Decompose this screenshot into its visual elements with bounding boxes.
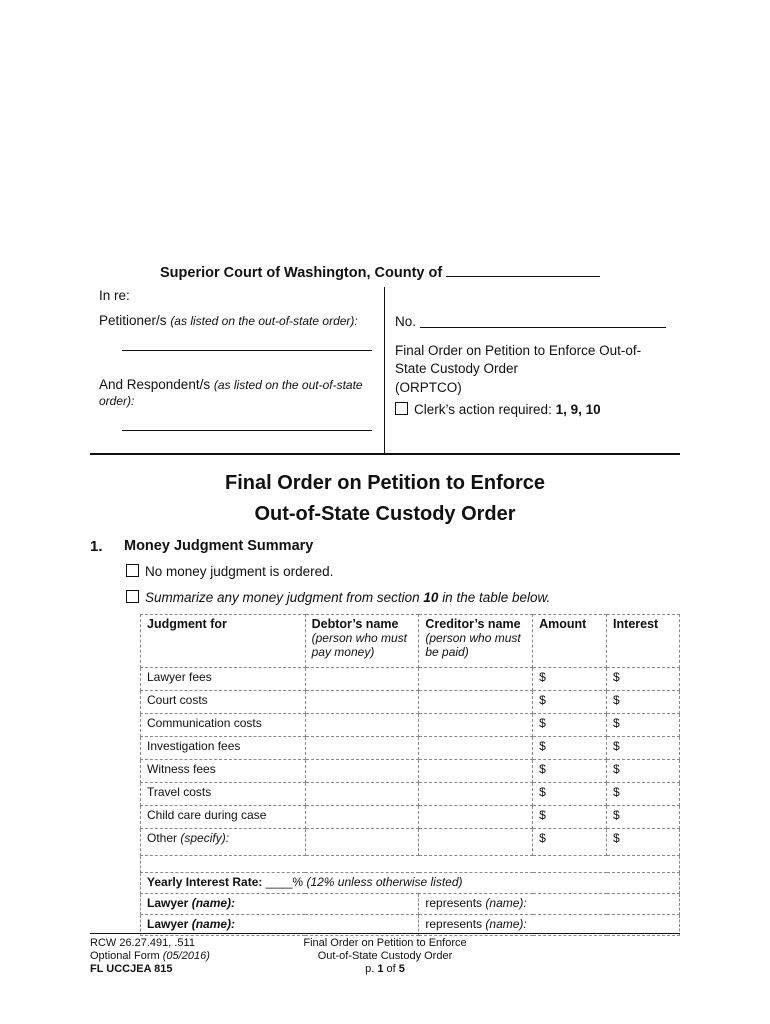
respondent-note: (as listed on the out-of-state order): [99,378,363,408]
debtor-cell[interactable] [305,760,419,783]
caption-bottom-rule [90,453,680,455]
spacer-row [141,856,680,873]
no-judgment-option [126,564,333,579]
clerk-action-label: Clerk’s action required: [414,402,552,417]
footer-center-line2: Out-of-State Custody Order [317,950,453,962]
interest-cell[interactable]: $ [607,760,680,783]
yearly-interest-blank[interactable]: ____% [265,875,304,889]
table-row [141,806,680,829]
header-debtor [305,615,419,668]
creditor-cell[interactable] [419,806,533,829]
interest-cell[interactable]: $ [607,737,680,760]
row-label: Investigation fees [141,737,306,760]
table-row [141,737,680,760]
debtor-cell[interactable] [305,714,419,737]
form-code: (ORPTCO) [395,380,462,395]
footer-center-line1: Final Order on Petition to Enforce [303,937,467,949]
row-label: Child care during case [141,806,306,829]
footer-page-num: 1 [377,963,384,975]
no-judgment-label: No money judgment is ordered. [145,564,334,579]
caption-divider [384,287,385,455]
money-judgment-table [140,614,680,936]
form-title-line1: Final Order on Petition to Enforce Out-of- [395,343,642,358]
amount-cell[interactable]: $ [533,737,607,760]
lawyer-name-label[interactable]: (name): [191,917,236,931]
clerk-action-sections: 1, 9, 10 [555,402,601,417]
row-label: Witness fees [141,760,306,783]
court-header [160,262,600,281]
other-label: Other [147,831,178,845]
respondent-label: And Respondent/s [99,377,211,392]
footer-optional-form: Optional Form (05/2016) [90,950,210,962]
clerk-action-row [395,402,601,417]
debtor-cell[interactable] [305,829,419,856]
amount-cell[interactable]: $ [533,806,607,829]
petitioner-label-row [99,313,358,328]
interest-cell[interactable]: $ [607,806,680,829]
summarize-judgment-option [126,590,550,605]
amount-cell[interactable]: $ [533,714,607,737]
no-judgment-checkbox[interactable] [126,564,139,577]
represents-name[interactable]: (name): [485,896,527,910]
amount-cell[interactable]: $ [533,691,607,714]
interest-cell[interactable]: $ [607,829,680,856]
debtor-cell[interactable] [305,806,419,829]
yearly-interest-note: (12% unless otherwise listed) [306,875,463,889]
debtor-cell[interactable] [305,783,419,806]
table-row [141,691,680,714]
yearly-interest-label: Yearly Interest Rate: [147,875,263,889]
petitioner-name-field[interactable] [122,350,372,351]
respondent-label-row [99,377,369,409]
footer-form-id: FL UCCJEA 815 [90,963,173,975]
row-label-other [141,829,306,856]
footer-rule [90,933,680,934]
main-title-line1: Final Order on Petition to Enforce [224,472,546,494]
header-creditor [419,615,533,668]
in-re-label: In re: [99,288,130,303]
header-creditor-sub: (person who must be paid) [425,631,521,659]
table-row [141,668,680,691]
amount-cell[interactable]: $ [533,760,607,783]
interest-cell[interactable]: $ [607,783,680,806]
section-title: Money Judgment Summary [124,538,314,554]
table-row [141,829,680,856]
summarize-prefix: Summarize any money judgment from section [145,590,420,605]
creditor-cell[interactable] [419,668,533,691]
row-label: Communication costs [141,714,306,737]
summarize-judgment-checkbox[interactable] [126,590,139,603]
case-number-label: No. [395,314,417,329]
debtor-cell[interactable] [305,737,419,760]
summarize-suffix: in the table below. [442,590,551,605]
form-title-line2: State Custody Order [395,361,519,376]
amount-cell[interactable]: $ [533,829,607,856]
row-label: Lawyer fees [141,668,306,691]
footer-rcw: RCW 26.27.491, .511 [90,937,195,949]
footer-page-total: 5 [398,963,405,975]
header-creditor-label: Creditor’s name [425,617,521,631]
yearly-interest-row [141,873,680,894]
creditor-cell[interactable] [419,783,533,806]
table-row [141,714,680,737]
county-field[interactable] [446,262,600,277]
amount-cell[interactable]: $ [533,783,607,806]
summarize-section-num: 10 [423,590,439,605]
lawyer-label: Lawyer [147,896,189,910]
table-row [141,760,680,783]
section-number: 1. [90,538,103,555]
represents-label: represents [425,917,483,931]
debtor-cell[interactable] [305,668,419,691]
respondent-name-field[interactable] [122,430,372,431]
lawyer-label: Lawyer [147,917,189,931]
interest-cell[interactable]: $ [607,668,680,691]
row-label: Court costs [141,691,306,714]
case-number-field[interactable] [420,327,666,328]
creditor-cell[interactable] [419,691,533,714]
amount-cell[interactable]: $ [533,668,607,691]
creditor-cell[interactable] [419,737,533,760]
creditor-cell[interactable] [419,760,533,783]
represents-label: represents [425,896,483,910]
interest-cell[interactable]: $ [607,691,680,714]
footer-page: p. 1 of 5 [365,963,405,975]
footer-center [290,937,480,976]
header-debtor-label: Debtor’s name [311,617,399,631]
header-amount: Amount [533,615,607,668]
clerk-action-checkbox[interactable] [395,402,408,415]
header-interest: Interest [607,615,680,668]
header-debtor-sub: (person who must pay money) [311,631,407,659]
debtor-cell[interactable] [305,691,419,714]
lawyer-row [141,894,680,915]
footer-left [90,937,210,976]
lawyer-name-label[interactable]: (name): [191,896,236,910]
creditor-cell[interactable] [419,829,533,856]
table-header-row [141,615,680,668]
petitioner-note: (as listed on the out-of-state order): [170,314,358,328]
row-label: Travel costs [141,783,306,806]
petitioner-label: Petitioner/s [99,313,167,328]
court-title: Superior Court of Washington, County of [160,265,443,281]
interest-cell[interactable]: $ [607,714,680,737]
creditor-cell[interactable] [419,714,533,737]
header-judgment-for: Judgment for [141,615,306,668]
other-specify: (specify): [180,831,230,845]
represents-name[interactable]: (name): [485,917,527,931]
table-row [141,783,680,806]
main-title-line2: Out-of-State Custody Order [254,503,516,525]
